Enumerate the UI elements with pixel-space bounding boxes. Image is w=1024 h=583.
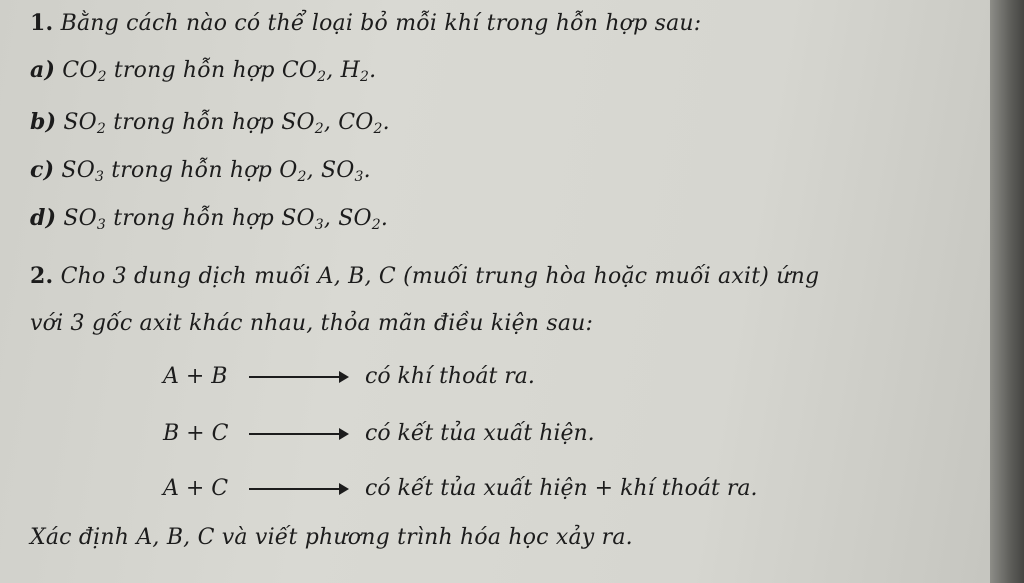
option-c — [30, 157, 371, 183]
option-b-mixture: $SO_2$, $CO_2$. — [281, 110, 390, 137]
reaction-result: có kết tủa xuất hiện + khí thoát ra. — [365, 476, 758, 501]
reaction-reactants: A + C — [163, 476, 229, 501]
question-2-number: 2. — [30, 263, 54, 289]
arrow-icon — [249, 376, 347, 378]
option-a — [30, 57, 376, 83]
option-c-middle: trong hỗn hợp — [111, 158, 272, 183]
option-a-middle: trong hỗn hợp — [113, 58, 275, 83]
option-c-label: c) — [30, 157, 55, 183]
reaction-row — [163, 364, 535, 389]
option-d — [30, 205, 388, 231]
final-instruction: Xác định A, B, C và viết phương trình hóa học xảy ra. — [30, 525, 633, 550]
option-b — [30, 109, 390, 135]
option-d-target: $SO_3$ — [63, 206, 107, 233]
question-1-number: 1. — [30, 10, 54, 36]
option-b-middle: trong hỗn hợp — [113, 110, 274, 135]
reaction-result: có khí thoát ra. — [365, 364, 535, 389]
option-d-label: d) — [30, 205, 57, 231]
option-c-target: $SO_3$ — [61, 158, 105, 185]
question-2-line-1 — [30, 263, 819, 289]
option-a-mixture: $CO_2$, $H_2$. — [281, 58, 377, 85]
option-b-label: b) — [30, 109, 57, 135]
question-1-text: Bằng cách nào có thể loại bỏ mỗi khí trong hỗn hợp sau: — [60, 11, 702, 36]
reaction-reactants: A + B — [163, 364, 228, 389]
option-d-mixture: $SO_3$, $SO_2$. — [281, 206, 389, 233]
page-edge-shadow — [990, 0, 1024, 583]
option-d-middle: trong hỗn hợp — [113, 206, 274, 231]
reaction-reactants: B + C — [163, 421, 229, 446]
reaction-result: có kết tủa xuất hiện. — [365, 421, 595, 446]
arrow-icon — [249, 433, 347, 435]
reaction-row — [163, 476, 757, 501]
arrow-icon — [249, 488, 347, 490]
question-2-text: Cho 3 dung dịch muối A, B, C (muối trung hòa hoặc muối axit) ứng — [60, 264, 820, 289]
question-2-line-2: với 3 gốc axit khác nhau, thỏa mãn điều kiện sau: — [30, 311, 594, 336]
reaction-row — [163, 421, 595, 446]
option-a-target: $CO_2$ — [62, 58, 107, 85]
option-c-mixture: $O_2$, $SO_3$. — [279, 158, 371, 185]
option-b-target: $SO_2$ — [63, 110, 107, 137]
option-a-label: a) — [30, 57, 56, 83]
question-1 — [30, 10, 701, 36]
